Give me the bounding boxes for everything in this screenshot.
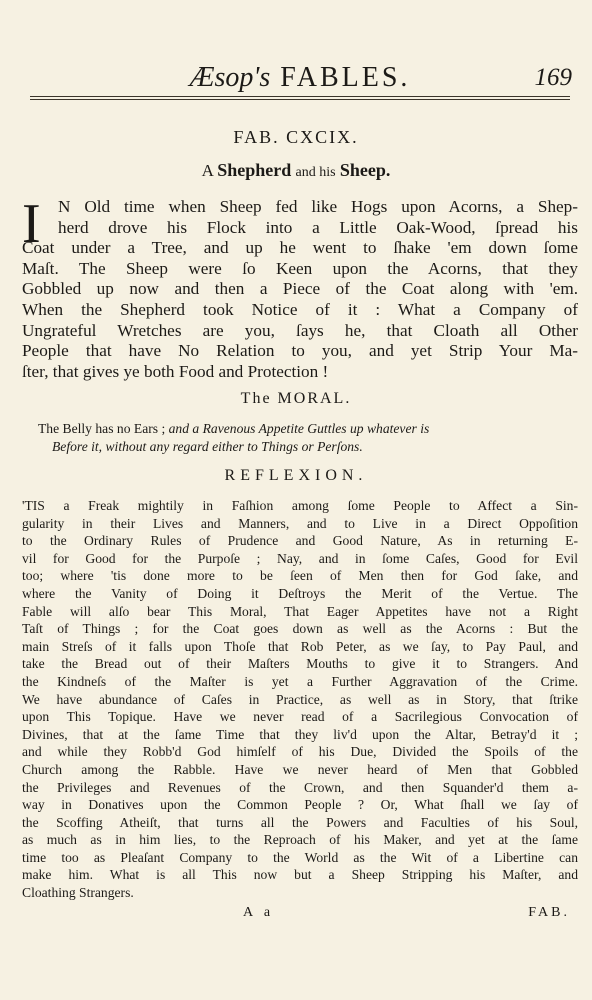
running-title-caps: FABLES. [280,62,411,93]
reflexion-line: make him. What is all This now but a Sheep Stripping his Maſter, and [22,867,578,883]
fable-body [22,193,578,382]
reflexion-line: vil for Good for the Purpoſe ; Nay, and in ſome Caſes, Good for Evil [22,550,578,566]
catchword: FAB. [528,905,570,920]
reflexion-line: Church among the Rabble. Have we never heard of Men that Gobbled [22,761,578,777]
fable-title [0,160,592,181]
fable-title-and-his: and his [295,165,336,180]
fable-line: Gobbled up now and then a Piece of the Coat along with 'em. [22,279,578,299]
reflexion-line: way in Donatives upon the Common People ? Or, What ſhall we ſay of [22,797,578,813]
fable-number: FAB. CXCIX. [233,127,359,147]
reflexion-line: main Streſs of it falls upon Thoſe that Rob Peter, as we ſay, to Pay Paul, and [22,638,578,654]
running-header [22,60,578,96]
fable-line: N Old time when Sheep fed like Hogs upon Acorns, a Shep- [58,197,578,216]
fable-line: ſter, that gives ye both Food and Protection ! [22,361,329,381]
fable-title-sheep: Sheep. [339,160,391,180]
running-title-italic: Æsop's [189,62,271,93]
reflexion-line: Cloathing Strangers. [22,885,134,901]
reflexion-line: gularity in their Lives and Manners, and to Live in a Direct Oppoſition [22,515,578,531]
page-number: 169 [534,64,572,91]
reflexion-line: too; where 'tis done more to be ſeen of Men then for God ſake, and [22,568,578,584]
reflexion-line: Fable will alſo bear This Moral, That Eager Appetites have not a Right [22,603,578,619]
reflexion-line: the Privileges and Revenues of the Crown, and then Squander'd them a- [22,779,578,795]
reflexion-line: where the Vanity of Doing it Deſtroys the Merit of the Vertue. The [22,585,578,601]
reflexion-line: to the Ordinary Rules of Prudence and Good Nature, As in returning E- [22,533,578,549]
reflexion-line: the Scoffing Atheiſt, that turns all the Powers and Faculties of his Soul, [22,814,578,830]
reflexion-line: as much as in him lies, to the Reproach of his Maker, and yet at the ſame [22,832,578,848]
reflexion-line: We have abundance of Caſes in Practice, as well as in Story, that ſtrike [22,691,578,707]
reflexion-body [22,497,578,902]
header-rule-second [30,99,570,100]
moral-plain: The Belly has no Ears ; [38,421,169,436]
reflexion-line: Taſt of Things ; for the Coat goes down as well as the Acorns : But the [22,621,578,637]
moral-italic: and a Ravenous Appetite Guttles up whatever is [168,421,430,436]
reflexion-line: Divines, that at the ſame Time that they liv'd upon the Altar, Betray'd it ; [22,726,578,742]
reflexion-line: take the Bread out of their Maſters Mouths to give it to Strangers. And [22,656,578,672]
fable-line: Ungrateful Wretches are you, ſays he, that Cloath all Other [22,320,578,340]
reflexion-line: upon This Topique. Have we never read of a Sacrilegious Convocation of [22,709,578,725]
drop-cap: I [22,193,41,255]
moral-italic: Before it, without any regard either to Things or Perſons. [52,439,363,454]
fable-line: When the Shepherd took Notice of it : What a Company of [22,299,578,319]
moral-line [38,420,576,438]
running-title [22,62,578,94]
fable-line: People that have No Relation to you, and yet Strip Your Ma- [22,341,578,361]
reflexion-heading: REFLEXION. [224,467,368,484]
fable-line: herd drove his Flock into a Little Oak-Wood, ſpread his [58,217,578,237]
fable-line: Maſt. The Sheep were ſo Keen upon the Acorns, that they [22,258,578,278]
header-rule [30,96,570,97]
fable-line: Coat under a Tree, and up he went to ſhake 'em down ſome [22,238,578,258]
moral-text [38,420,576,456]
reflexion-line: 'TIS a Freak mightily in Faſhion among ſome People to Affect a Sin- [22,498,578,513]
reflexion-line: time too as Pleaſant Company to the World as the Wit of a Libertine can [22,849,578,865]
moral-line [38,438,576,456]
reflexion-line: the Kindneſs of the Maſter is yet a Further Aggravation of the Crime. [22,673,578,689]
moral-heading: The MORAL. [240,390,352,407]
fable-title-article: A [201,161,213,180]
signature-mark: A a [243,905,275,920]
reflexion-line: and while they Robb'd God himſelf of his Due, Divided the Spoils of the [22,744,578,760]
fable-title-shepherd: Shepherd [217,160,292,180]
